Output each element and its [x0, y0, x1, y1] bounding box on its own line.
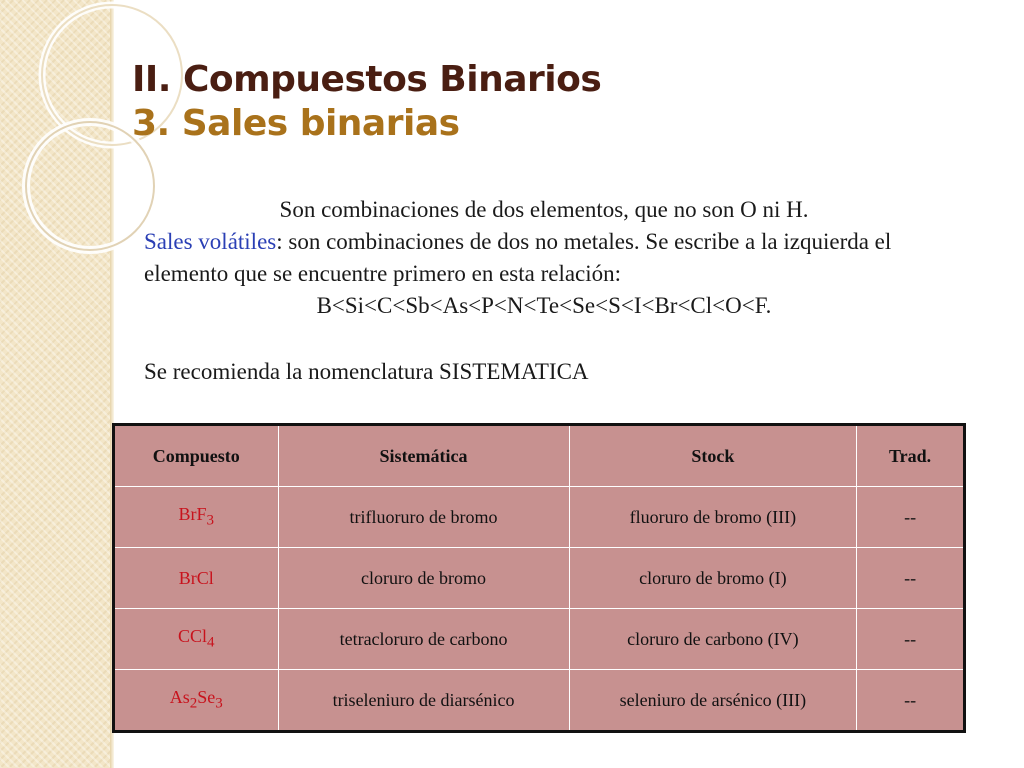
formula-symbol: BrCl [178, 567, 214, 588]
stock-cell: fluoruro de bromo (III) [569, 487, 857, 548]
col-header-compuesto: Compuesto [114, 425, 279, 487]
sistematica-cell: tetracloruro de carbono [278, 609, 569, 670]
formula-cell [114, 670, 279, 732]
sistematica-cell: triseleniuro de diarsénico [278, 670, 569, 732]
formula-subscript: 3 [215, 695, 223, 712]
sistematica-cell: trifluoruro de bromo [278, 487, 569, 548]
formula-symbol: Br [178, 504, 197, 525]
col-header-trad: Trad. [857, 425, 965, 487]
formula-subscript: 2 [189, 695, 198, 712]
table-row [114, 670, 965, 732]
formula-cell [114, 487, 279, 548]
trad-cell: -- [857, 548, 965, 609]
formula-cell [114, 548, 279, 609]
definition-line: Son combinaciones de dos elementos, que no son O ni H. [279, 197, 809, 222]
sistematica-cell: cloruro de bromo [278, 548, 569, 609]
stock-cell: cloruro de carbono (IV) [569, 609, 857, 670]
formula-subscript: 4 [207, 634, 215, 651]
stock-cell: cloruro de bromo (I) [569, 548, 857, 609]
volatile-salts-paragraph [144, 229, 891, 286]
trad-cell: -- [857, 670, 965, 732]
formula-symbol: As [169, 687, 190, 708]
slide-body [144, 194, 944, 388]
trad-cell: -- [857, 609, 965, 670]
table-row [114, 609, 965, 670]
recommendation-line: Se recomienda la nomenclatura SISTEMATICA [144, 359, 589, 384]
formula-cell [114, 609, 279, 670]
formula-symbol: F [196, 504, 207, 525]
slide-title [132, 58, 601, 146]
formula-symbol: CCl [178, 626, 208, 647]
spacer [144, 322, 944, 356]
col-header-sistematica: Sistemática [278, 425, 569, 487]
col-header-stock: Stock [569, 425, 857, 487]
table-row [114, 548, 965, 609]
title-main: II. Compuestos Binarios [132, 59, 602, 100]
stock-cell: seleniuro de arsénico (III) [569, 670, 857, 732]
table-header-row [114, 425, 965, 487]
volatile-salts-text: : son combinaciones de dos no metales. Se escribe a la izquierda el elemento que se encuentre primero en esta relación: [144, 229, 892, 286]
table-row [114, 487, 965, 548]
volatile-salts-term: Sales volátiles [144, 229, 277, 254]
formula-symbol: Se [197, 687, 216, 708]
title-sub: 3. Sales binarias [132, 103, 460, 144]
formula-subscript: 3 [206, 512, 215, 529]
trad-cell: -- [857, 487, 965, 548]
nomenclature-table [112, 423, 966, 733]
element-order: B<Si<C<Sb<As<P<N<Te<Se<S<I<Br<Cl<O<F. [316, 293, 772, 318]
